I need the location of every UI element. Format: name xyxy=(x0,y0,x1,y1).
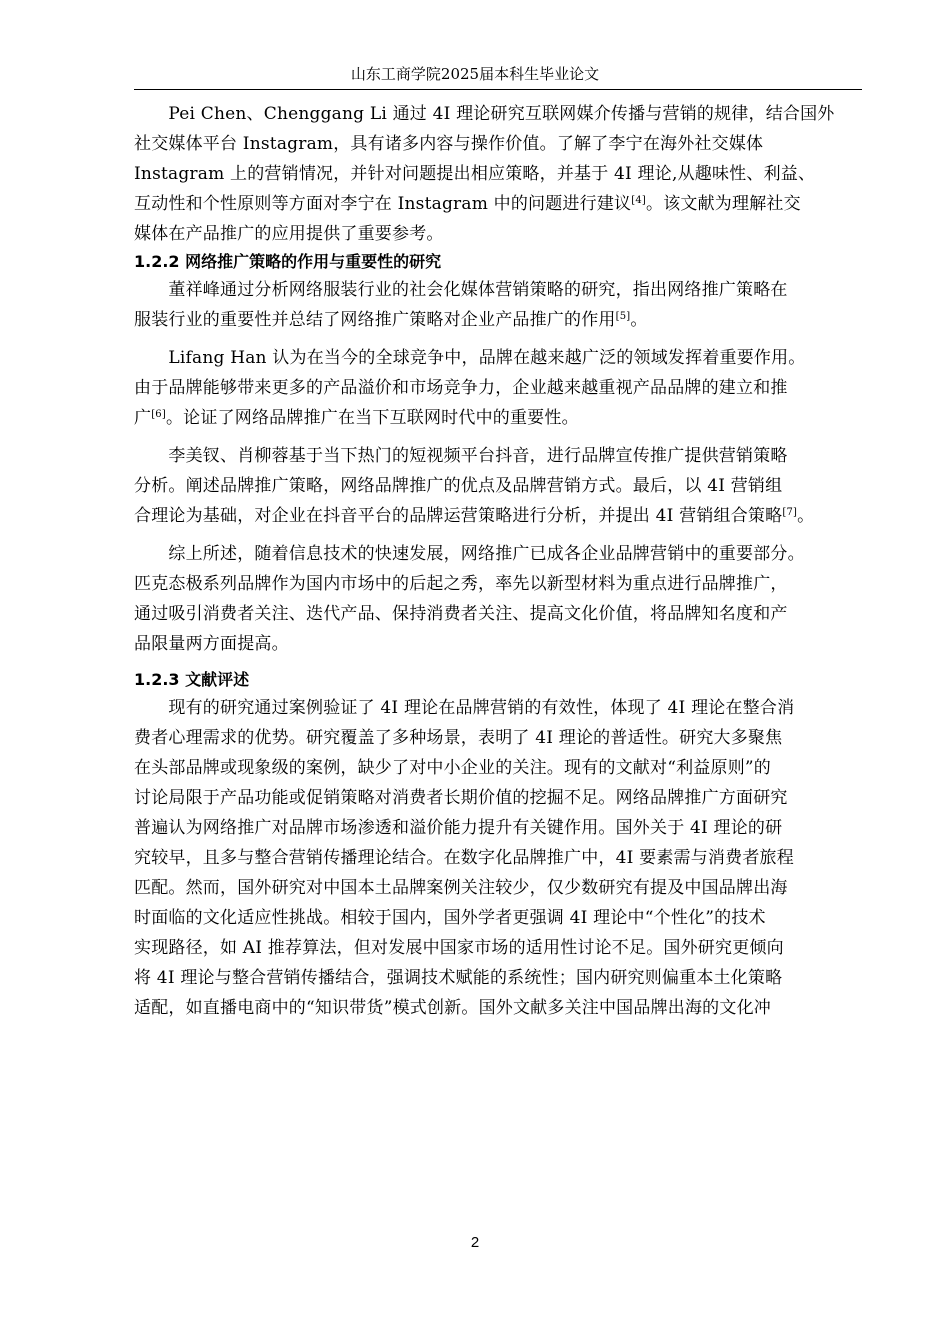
text-segment: 广 xyxy=(134,408,152,428)
paragraph-li-meichai xyxy=(134,441,862,531)
text-segment: 。 xyxy=(630,310,648,330)
text-segment: 互动性和个性原则等方面对李宁在 Instagram 中的问题进行建议 xyxy=(134,194,632,214)
citation-ref: [6] xyxy=(151,409,166,420)
text-line: 匹克态极系列品牌作为国内市场中的后起之秀，率先以新型材料为重点进行品牌推广， xyxy=(134,574,788,594)
text-segment: 服装行业的重要性并总结了网络推广策略对企业产品推广的作用 xyxy=(134,310,616,330)
paragraph-summary xyxy=(134,539,862,659)
text-line: 品限量两方面提高。 xyxy=(134,634,289,654)
text-line: 讨论局限于产品功能或促销策略对消费者长期价值的挖掘不足。网络品牌推广方面研究 xyxy=(134,788,788,808)
paragraph-dong-xiangfeng xyxy=(134,275,862,335)
text-line: 综上所述，随着信息技术的快速发展，网络推广已成各企业品牌营销中的重要部分。 xyxy=(134,544,805,564)
text-line: 究较早，且多与整合营销传播理论结合。在数字化品牌推广中，4I 要素需与消费者旅程 xyxy=(134,848,794,868)
text-line: 媒体在产品推广的应用提供了重要参考。 xyxy=(134,224,444,244)
text-line xyxy=(134,189,862,219)
text-line: 将 4I 理论与整合营销传播结合，强调技术赋能的系统性；国内研究则偏重本土化策略 xyxy=(134,968,783,988)
text-line: 现有的研究通过案例验证了 4I 理论在品牌营销的有效性，体现了 4I 理论在整合消 xyxy=(134,698,795,718)
text-line xyxy=(134,305,862,335)
text-segment: 。该文献为理解社交 xyxy=(646,194,801,214)
text-segment: 。论证了网络品牌推广在当下互联网时代中的重要性。 xyxy=(165,408,579,428)
paragraph-literature-review xyxy=(134,693,862,1023)
text-line: 普遍认为网络推广对品牌市场渗透和溢价能力提升有关键作用。国外关于 4I 理论的研 xyxy=(134,818,783,838)
text-line: 费者心理需求的优势。研究覆盖了多种场景，表明了 4I 理论的普适性。研究大多聚焦 xyxy=(134,728,783,748)
text-line: Lifang Han 认为在当今的全球竞争中，品牌在越来越广泛的领域发挥着重要作用。 xyxy=(134,348,806,368)
header-divider xyxy=(134,89,862,90)
text-line: 在头部品牌或现象级的案例，缺少了对中小企业的关注。现有的文献对“利益原则”的 xyxy=(134,758,771,778)
text-line: 适配，如直播电商中的“知识带货”模式创新。国外文献多关注中国品牌出海的文化冲 xyxy=(134,998,771,1018)
text-line: Instagram 上的营销情况，并针对问题提出相应策略，并基于 4I 理论,从趣味性、利益、 xyxy=(134,164,816,184)
text-line: Pei Chen、Chenggang Li 通过 4I 理论研究互联网媒介传播与营销的规律，结合国外 xyxy=(134,104,835,124)
text-line xyxy=(134,501,862,531)
text-line: 时面临的文化适应性挑战。相较于国内，国外学者更强调 4I 理论中“个性化”的技术 xyxy=(134,908,766,928)
text-line xyxy=(134,403,862,433)
citation-ref: [5] xyxy=(615,311,631,322)
page-header: 山东工商学院2025届本科生毕业论文 xyxy=(350,65,600,83)
page-number: 2 xyxy=(470,1234,480,1251)
citation-ref: [4] xyxy=(631,195,646,206)
text-line: 匹配。然而，国外研究对中国本土品牌案例关注较少，仅少数研究有提及中国品牌出海 xyxy=(134,878,788,898)
text-line: 董祥峰通过分析网络服装行业的社会化媒体营销策略的研究，指出网络推广策略在 xyxy=(134,280,788,300)
text-segment: 合理论为基础，对企业在抖音平台的品牌运营策略进行分析，并提出 4I 营销组合策略 xyxy=(134,506,783,526)
text-line: 李美钗、肖柳蓉基于当下热门的短视频平台抖音，进行品牌宣传推广提供营销策略 xyxy=(134,446,788,466)
paragraph-pei-chen xyxy=(134,99,862,249)
section-heading-1-2-2: 1.2.2 网络推广策略的作用与重要性的研究 xyxy=(134,252,442,271)
text-line: 通过吸引消费者关注、迭代产品、保持消费者关注、提高文化价值，将品牌知名度和产 xyxy=(134,604,788,624)
citation-ref: [7] xyxy=(782,507,798,518)
text-line: 社交媒体平台 Instagram，具有诸多内容与操作价值。了解了李宁在海外社交媒体 xyxy=(134,134,764,154)
text-line: 分析。阐述品牌推广策略，网络品牌推广的优点及品牌营销方式。最后，以 4I 营销组 xyxy=(134,476,783,496)
text-line: 由于品牌能够带来更多的产品溢价和市场竞争力，企业越来越重视产品品牌的建立和推 xyxy=(134,378,788,398)
paragraph-lifang-han xyxy=(134,343,862,433)
text-line: 实现路径，如 AI 推荐算法，但对发展中国家市场的适用性讨论不足。国外研究更倾向 xyxy=(134,938,784,958)
text-segment: 。 xyxy=(797,506,815,526)
body-content xyxy=(134,99,862,1023)
section-heading-1-2-3: 1.2.3 文献评述 xyxy=(134,670,250,689)
